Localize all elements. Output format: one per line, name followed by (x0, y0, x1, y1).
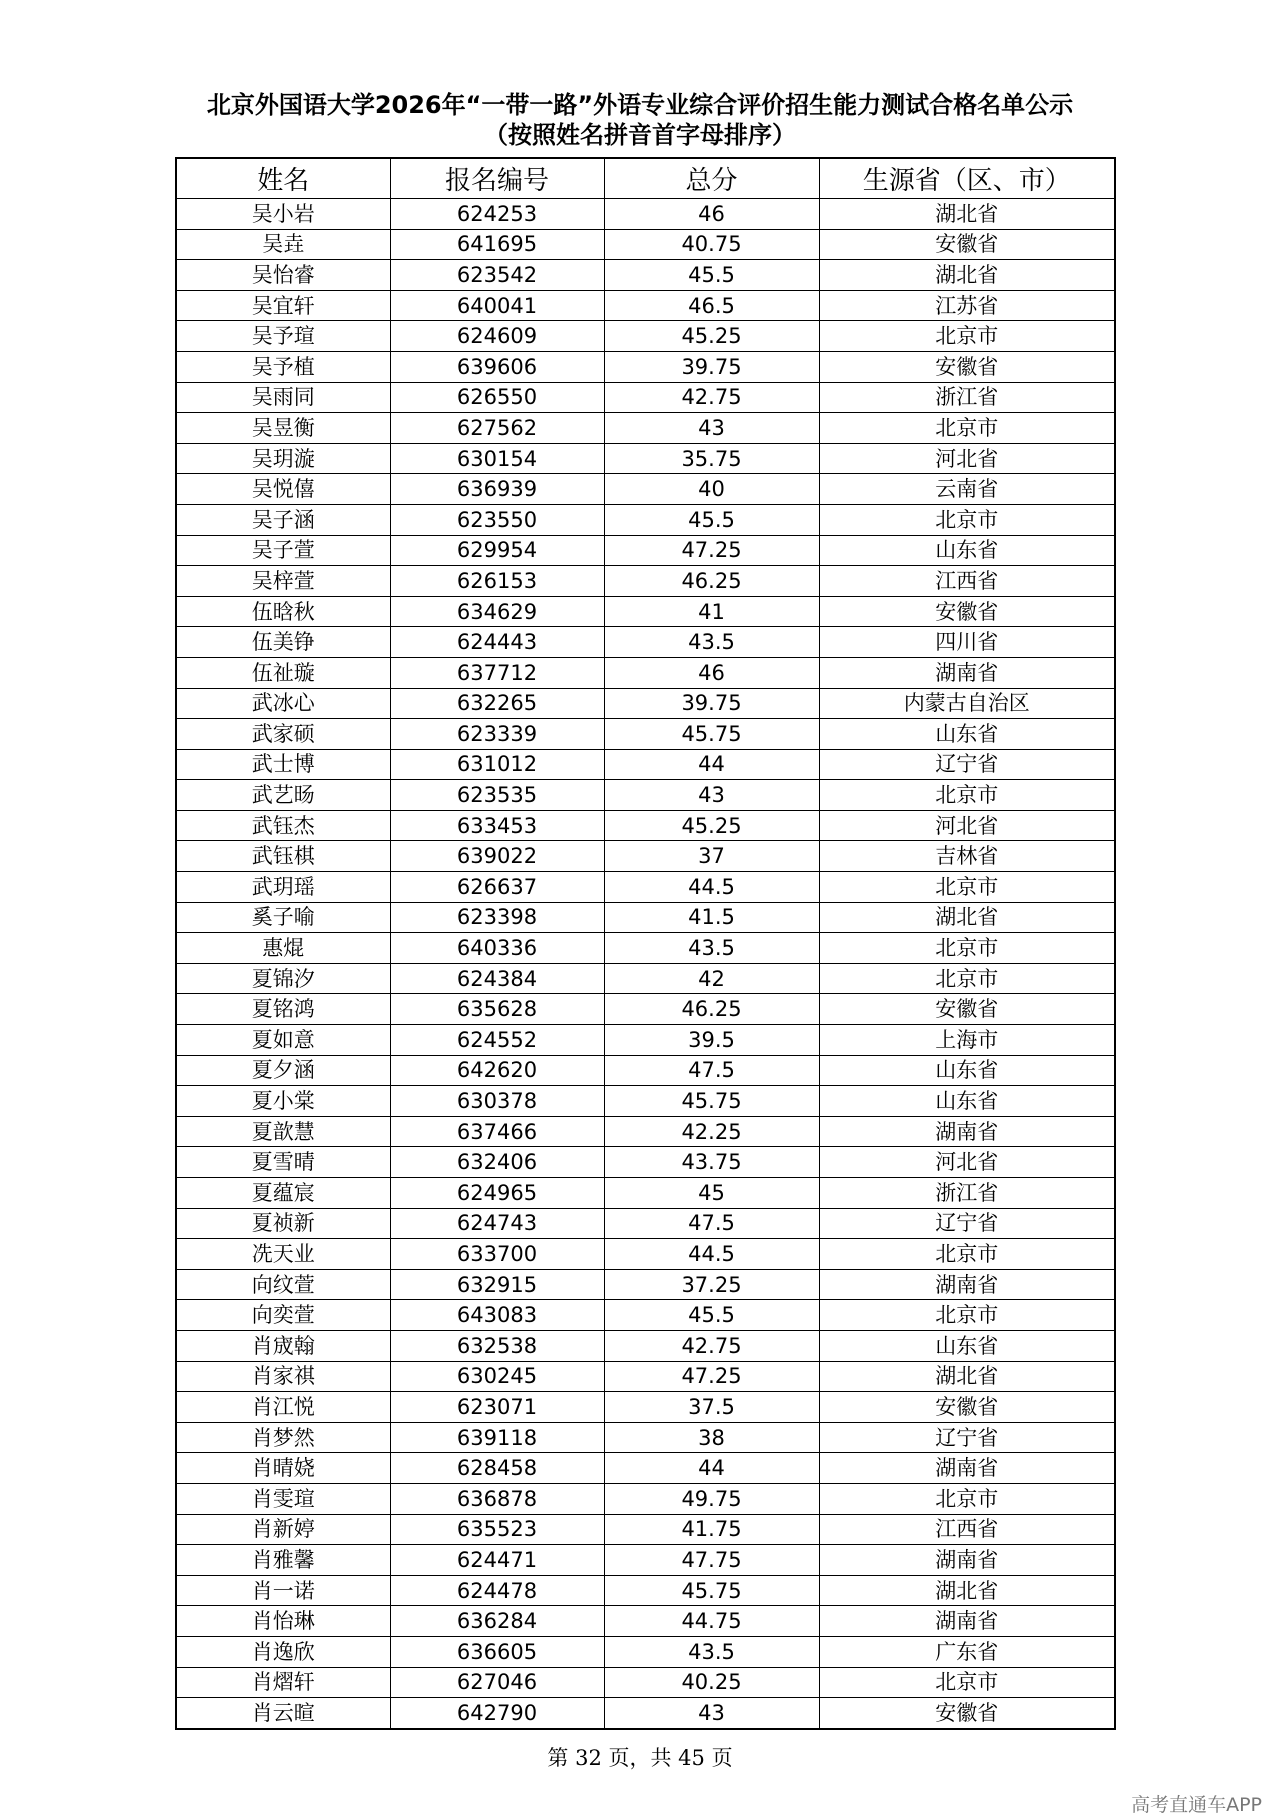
cell-total-score: 45.25 (604, 810, 819, 841)
table-row (176, 872, 1115, 903)
column-header-total-score: 总分 (604, 158, 819, 199)
cell-registration-number: 634629 (390, 596, 604, 627)
cell-registration-number: 642790 (390, 1698, 604, 1729)
cell-total-score: 41.5 (604, 902, 819, 933)
table-row (176, 474, 1115, 505)
cell-registration-number: 624471 (390, 1545, 604, 1576)
cell-province: 云南省 (819, 474, 1115, 505)
cell-name: 肖逸欣 (176, 1636, 390, 1667)
cell-total-score: 46.25 (604, 566, 819, 597)
cell-registration-number: 623550 (390, 504, 604, 535)
table-body (176, 199, 1115, 1729)
cell-province: 四川省 (819, 627, 1115, 658)
cell-name: 吴悦僖 (176, 474, 390, 505)
table-row (176, 1575, 1115, 1606)
cell-name: 夏歆慧 (176, 1116, 390, 1147)
table-row (176, 229, 1115, 260)
cell-registration-number: 636284 (390, 1606, 604, 1637)
cell-registration-number: 630245 (390, 1361, 604, 1392)
cell-total-score: 42.25 (604, 1116, 819, 1147)
cell-total-score: 42.75 (604, 1330, 819, 1361)
cell-province: 安徽省 (819, 994, 1115, 1025)
cell-name: 吴子涵 (176, 504, 390, 535)
cell-total-score: 43 (604, 1698, 819, 1729)
cell-province: 北京市 (819, 780, 1115, 811)
cell-name: 武钰棋 (176, 841, 390, 872)
cell-province: 浙江省 (819, 382, 1115, 413)
table-row (176, 1300, 1115, 1331)
cell-total-score: 37 (604, 841, 819, 872)
column-header-registration-number: 报名编号 (390, 158, 604, 199)
cell-name: 夏锦汐 (176, 963, 390, 994)
cell-registration-number: 623339 (390, 719, 604, 750)
table-row (176, 1086, 1115, 1117)
cell-province: 安徽省 (819, 1392, 1115, 1423)
cell-total-score: 39.75 (604, 351, 819, 382)
cell-name: 武士博 (176, 749, 390, 780)
cell-name: 肖雅馨 (176, 1545, 390, 1576)
table-row (176, 657, 1115, 688)
cell-registration-number: 632265 (390, 688, 604, 719)
cell-province: 山东省 (819, 1086, 1115, 1117)
cell-total-score: 44.5 (604, 1239, 819, 1270)
cell-name: 吴宜轩 (176, 290, 390, 321)
cell-registration-number: 641695 (390, 229, 604, 260)
cell-name: 吴昱衡 (176, 413, 390, 444)
cell-registration-number: 635523 (390, 1514, 604, 1545)
cell-name: 吴予植 (176, 351, 390, 382)
qualified-list-table (175, 157, 1116, 1730)
cell-total-score: 46 (604, 657, 819, 688)
document-title: 北京外国语大学2026年“一带一路”外语专业综合评价招生能力测试合格名单公示 (206, 91, 1074, 119)
cell-total-score: 39.5 (604, 1025, 819, 1056)
table-row (176, 1545, 1115, 1576)
cell-name: 肖江悦 (176, 1392, 390, 1423)
cell-registration-number: 626550 (390, 382, 604, 413)
table-row (176, 780, 1115, 811)
table-row (176, 260, 1115, 291)
cell-total-score: 49.75 (604, 1483, 819, 1514)
cell-registration-number: 637712 (390, 657, 604, 688)
cell-name: 伍晗秋 (176, 596, 390, 627)
table-row (176, 321, 1115, 352)
cell-total-score: 45.5 (604, 1300, 819, 1331)
table-row (176, 1239, 1115, 1270)
cell-name: 吴怡睿 (176, 260, 390, 291)
cell-total-score: 47.75 (604, 1545, 819, 1576)
cell-province: 山东省 (819, 1055, 1115, 1086)
cell-registration-number: 630378 (390, 1086, 604, 1117)
table-row (176, 566, 1115, 597)
table-row (176, 1208, 1115, 1239)
table-row (176, 688, 1115, 719)
table-row (176, 1453, 1115, 1484)
cell-registration-number: 632406 (390, 1147, 604, 1178)
page-number: 第 32 页，共 45 页 (547, 1746, 733, 1770)
cell-registration-number: 624478 (390, 1575, 604, 1606)
cell-registration-number: 623398 (390, 902, 604, 933)
cell-province: 山东省 (819, 535, 1115, 566)
cell-name: 夏小棠 (176, 1086, 390, 1117)
cell-name: 肖晴娆 (176, 1453, 390, 1484)
cell-total-score: 45 (604, 1178, 819, 1209)
cell-total-score: 37.25 (604, 1269, 819, 1300)
cell-total-score: 47.25 (604, 1361, 819, 1392)
cell-province: 湖北省 (819, 1575, 1115, 1606)
cell-name: 夏如意 (176, 1025, 390, 1056)
cell-name: 肖宬翰 (176, 1330, 390, 1361)
cell-province: 北京市 (819, 1239, 1115, 1270)
cell-total-score: 35.75 (604, 443, 819, 474)
cell-total-score: 47.25 (604, 535, 819, 566)
cell-total-score: 46.5 (604, 290, 819, 321)
cell-name: 肖怡琳 (176, 1606, 390, 1637)
cell-registration-number: 633700 (390, 1239, 604, 1270)
cell-name: 吴垚 (176, 229, 390, 260)
cell-province: 河北省 (819, 1147, 1115, 1178)
table-row (176, 199, 1115, 230)
cell-name: 武艺旸 (176, 780, 390, 811)
table-row (176, 1055, 1115, 1086)
table-row (176, 627, 1115, 658)
cell-registration-number: 624609 (390, 321, 604, 352)
cell-registration-number: 637466 (390, 1116, 604, 1147)
cell-registration-number: 623542 (390, 260, 604, 291)
cell-name: 夏蕴宸 (176, 1178, 390, 1209)
cell-name: 肖家祺 (176, 1361, 390, 1392)
cell-total-score: 43.5 (604, 1636, 819, 1667)
column-header-name: 姓名 (176, 158, 390, 199)
cell-province: 上海市 (819, 1025, 1115, 1056)
cell-name: 夏夕涵 (176, 1055, 390, 1086)
cell-province: 湖南省 (819, 1545, 1115, 1576)
cell-registration-number: 633453 (390, 810, 604, 841)
table-row (176, 1361, 1115, 1392)
cell-name: 武家硕 (176, 719, 390, 750)
cell-province: 内蒙古自治区 (819, 688, 1115, 719)
cell-registration-number: 623535 (390, 780, 604, 811)
cell-registration-number: 640336 (390, 933, 604, 964)
cell-province: 湖南省 (819, 1606, 1115, 1637)
cell-province: 北京市 (819, 933, 1115, 964)
table-row (176, 1606, 1115, 1637)
cell-name: 奚子喻 (176, 902, 390, 933)
cell-province: 广东省 (819, 1636, 1115, 1667)
cell-registration-number: 636939 (390, 474, 604, 505)
cell-total-score: 44 (604, 1453, 819, 1484)
cell-province: 北京市 (819, 963, 1115, 994)
cell-total-score: 45.5 (604, 260, 819, 291)
cell-total-score: 46 (604, 199, 819, 230)
cell-name: 肖一诺 (176, 1575, 390, 1606)
table-row (176, 1116, 1115, 1147)
cell-total-score: 39.75 (604, 688, 819, 719)
table-row (176, 994, 1115, 1025)
table-row (176, 413, 1115, 444)
cell-registration-number: 636878 (390, 1483, 604, 1514)
cell-name: 向纹萱 (176, 1269, 390, 1300)
cell-total-score: 41 (604, 596, 819, 627)
cell-province: 吉林省 (819, 841, 1115, 872)
cell-name: 夏铭鸿 (176, 994, 390, 1025)
cell-province: 浙江省 (819, 1178, 1115, 1209)
cell-total-score: 42 (604, 963, 819, 994)
table-row (176, 902, 1115, 933)
table-row (176, 1483, 1115, 1514)
table-row (176, 1514, 1115, 1545)
cell-name: 吴雨同 (176, 382, 390, 413)
cell-registration-number: 632538 (390, 1330, 604, 1361)
cell-name: 伍祉璇 (176, 657, 390, 688)
cell-province: 安徽省 (819, 1698, 1115, 1729)
cell-province: 北京市 (819, 1300, 1115, 1331)
cell-name: 肖新婷 (176, 1514, 390, 1545)
cell-total-score: 45.5 (604, 504, 819, 535)
cell-registration-number: 624965 (390, 1178, 604, 1209)
cell-province: 湖北省 (819, 1361, 1115, 1392)
document-subtitle: （按照姓名拼音首字母排序） (484, 121, 796, 149)
cell-registration-number: 626637 (390, 872, 604, 903)
cell-total-score: 38 (604, 1422, 819, 1453)
cell-province: 安徽省 (819, 229, 1115, 260)
cell-registration-number: 643083 (390, 1300, 604, 1331)
cell-registration-number: 639022 (390, 841, 604, 872)
cell-province: 安徽省 (819, 351, 1115, 382)
table-row (176, 719, 1115, 750)
cell-registration-number: 624743 (390, 1208, 604, 1239)
cell-province: 北京市 (819, 504, 1115, 535)
table-row (176, 1636, 1115, 1667)
table-row (176, 841, 1115, 872)
cell-province: 湖南省 (819, 1269, 1115, 1300)
cell-name: 吴子萱 (176, 535, 390, 566)
cell-province: 湖北省 (819, 902, 1115, 933)
cell-province: 北京市 (819, 1667, 1115, 1698)
cell-name: 冼天业 (176, 1239, 390, 1270)
table-row (176, 535, 1115, 566)
cell-province: 江苏省 (819, 290, 1115, 321)
cell-registration-number: 628458 (390, 1453, 604, 1484)
table-row (176, 290, 1115, 321)
table-row (176, 596, 1115, 627)
cell-total-score: 44 (604, 749, 819, 780)
cell-total-score: 45.25 (604, 321, 819, 352)
cell-province: 北京市 (819, 1483, 1115, 1514)
cell-registration-number: 624253 (390, 199, 604, 230)
cell-registration-number: 627562 (390, 413, 604, 444)
cell-total-score: 46.25 (604, 994, 819, 1025)
cell-province: 湖南省 (819, 657, 1115, 688)
cell-name: 吴玥漩 (176, 443, 390, 474)
cell-province: 湖南省 (819, 1453, 1115, 1484)
cell-province: 河北省 (819, 810, 1115, 841)
cell-name: 惠焜 (176, 933, 390, 964)
cell-registration-number: 630154 (390, 443, 604, 474)
cell-total-score: 47.5 (604, 1055, 819, 1086)
cell-registration-number: 629954 (390, 535, 604, 566)
cell-total-score: 43 (604, 780, 819, 811)
cell-name: 夏雪晴 (176, 1147, 390, 1178)
cell-name: 肖雯瑄 (176, 1483, 390, 1514)
cell-province: 江西省 (819, 1514, 1115, 1545)
cell-province: 山东省 (819, 719, 1115, 750)
table-row (176, 504, 1115, 535)
table-row (176, 1392, 1115, 1423)
watermark-text: 高考直通车APP (1131, 1794, 1262, 1816)
table-row (176, 1330, 1115, 1361)
cell-province: 辽宁省 (819, 1208, 1115, 1239)
cell-province: 北京市 (819, 872, 1115, 903)
cell-province: 辽宁省 (819, 1422, 1115, 1453)
cell-total-score: 41.75 (604, 1514, 819, 1545)
table-row (176, 443, 1115, 474)
cell-total-score: 43.5 (604, 933, 819, 964)
table-row (176, 933, 1115, 964)
cell-province: 江西省 (819, 566, 1115, 597)
cell-registration-number: 631012 (390, 749, 604, 780)
table-row (176, 1698, 1115, 1729)
cell-registration-number: 624552 (390, 1025, 604, 1056)
cell-province: 湖北省 (819, 260, 1115, 291)
cell-total-score: 40 (604, 474, 819, 505)
cell-registration-number: 632915 (390, 1269, 604, 1300)
cell-total-score: 40.25 (604, 1667, 819, 1698)
column-header-province: 生源省（区、市） (819, 158, 1115, 199)
cell-name: 武钰杰 (176, 810, 390, 841)
cell-name: 向奕萱 (176, 1300, 390, 1331)
cell-province: 湖南省 (819, 1116, 1115, 1147)
cell-registration-number: 635628 (390, 994, 604, 1025)
cell-name: 肖云暄 (176, 1698, 390, 1729)
cell-name: 武冰心 (176, 688, 390, 719)
cell-province: 北京市 (819, 413, 1115, 444)
cell-province: 安徽省 (819, 596, 1115, 627)
table-row (176, 1178, 1115, 1209)
cell-registration-number: 642620 (390, 1055, 604, 1086)
cell-name: 吴小岩 (176, 199, 390, 230)
cell-name: 吴梓萱 (176, 566, 390, 597)
table-row (176, 1147, 1115, 1178)
cell-total-score: 44.75 (604, 1606, 819, 1637)
cell-total-score: 37.5 (604, 1392, 819, 1423)
cell-registration-number: 626153 (390, 566, 604, 597)
cell-registration-number: 627046 (390, 1667, 604, 1698)
table-header-row (176, 158, 1115, 199)
cell-total-score: 47.5 (604, 1208, 819, 1239)
cell-total-score: 45.75 (604, 1575, 819, 1606)
cell-registration-number: 639118 (390, 1422, 604, 1453)
cell-province: 山东省 (819, 1330, 1115, 1361)
cell-name: 夏祯新 (176, 1208, 390, 1239)
table-row (176, 1269, 1115, 1300)
cell-name: 肖熠轩 (176, 1667, 390, 1698)
cell-province: 湖北省 (819, 199, 1115, 230)
cell-total-score: 42.75 (604, 382, 819, 413)
cell-total-score: 43.5 (604, 627, 819, 658)
table-row (176, 810, 1115, 841)
cell-province: 北京市 (819, 321, 1115, 352)
cell-registration-number: 623071 (390, 1392, 604, 1423)
table-row (176, 382, 1115, 413)
cell-name: 伍美铮 (176, 627, 390, 658)
table-row (176, 1667, 1115, 1698)
cell-name: 吴予瑄 (176, 321, 390, 352)
cell-province: 河北省 (819, 443, 1115, 474)
table-row (176, 1422, 1115, 1453)
cell-total-score: 43 (604, 413, 819, 444)
cell-name: 肖梦然 (176, 1422, 390, 1453)
cell-total-score: 43.75 (604, 1147, 819, 1178)
cell-total-score: 45.75 (604, 1086, 819, 1117)
cell-province: 辽宁省 (819, 749, 1115, 780)
table-row (176, 749, 1115, 780)
cell-total-score: 40.75 (604, 229, 819, 260)
table-row (176, 351, 1115, 382)
cell-total-score: 44.5 (604, 872, 819, 903)
cell-registration-number: 624443 (390, 627, 604, 658)
cell-registration-number: 624384 (390, 963, 604, 994)
table-row (176, 1025, 1115, 1056)
cell-registration-number: 640041 (390, 290, 604, 321)
table-row (176, 963, 1115, 994)
cell-total-score: 45.75 (604, 719, 819, 750)
cell-registration-number: 636605 (390, 1636, 604, 1667)
cell-name: 武玥瑶 (176, 872, 390, 903)
cell-registration-number: 639606 (390, 351, 604, 382)
